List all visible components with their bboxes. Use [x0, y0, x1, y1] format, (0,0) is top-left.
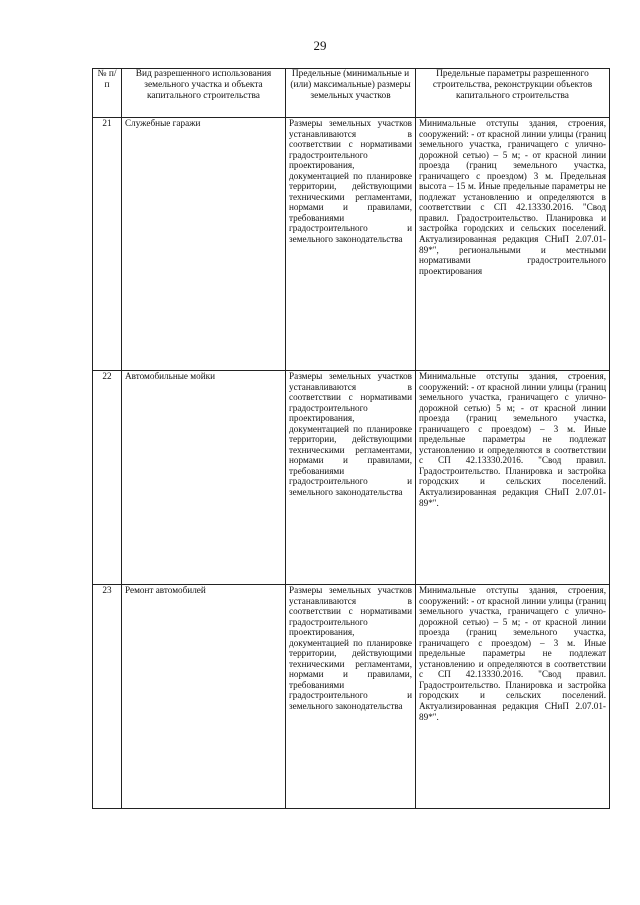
row-plot-sizes: Размеры земельных участков устанавливаются в соответствии с нормативами градостроительного проектирования, документацией по планировке территории, действующими техническими регламентами, нормами и правилами, требованиями градостроительного и земельного законодательства	[286, 585, 416, 809]
row-construction-params: Минимальные отступы здания, строения, сооружений: - от красной линии улицы (границ земельного участка, граничащего с улично-дорожной сетью) 5 м; - от красной линии проезда (границ земельного участка, граничащего с проездом) – 3 м. Иные предельные параметры не подлежат установлению и определяются в соответствии с СП 42.13330.2016. "Свод правил. Градостроительство. Планировка и застройка городских и сельских поселений. Актуализированная редакция СНиП 2.07.01-89*".	[416, 371, 610, 585]
row-construction-params: Минимальные отступы здания, строения, сооружений: - от красной линии улицы (границ земельного участка, граничащего с улично-дорожной сетью) – 5 м; - от красной линии проезда (границ земельного участка, граничащего с проездом) – 3 м. Иные предельные параметры не подлежат установлению и определяются в соответствии с СП 42.13330.2016. "Свод правил. Градостроительство. Планировка и застройка городских и сельских поселений. Актуализированная редакция СНиП 2.07.01-89*".	[416, 585, 610, 809]
zoning-regulations-table	[92, 68, 610, 809]
header-plot-sizes: Предельные (минимальные и (или) максимальные) размеры земельных участков	[286, 69, 416, 118]
table-row	[93, 118, 610, 371]
row-num: 23	[93, 585, 122, 809]
table-row	[93, 585, 610, 809]
header-num: № п/п	[93, 69, 122, 118]
row-plot-sizes: Размеры земельных участков устанавливаются в соответствии с нормативами градостроительного проектирования, документацией по планировке территории, действующими техническими регламентами, нормами и правилами, требованиями градостроительного и земельного законодательства	[286, 371, 416, 585]
row-plot-sizes: Размеры земельных участков устанавливаются в соответствии с нормативами градостроительного проектирования, документацией по планировке территории, действующими техническими регламентами, нормами и правилами, требованиями градостроительного и земельного законодательства	[286, 118, 416, 371]
row-use-type: Ремонт автомобилей	[122, 585, 286, 809]
row-num: 21	[93, 118, 122, 371]
row-use-type: Автомобильные мойки	[122, 371, 286, 585]
page-number: 29	[313, 38, 327, 53]
table-header-row	[93, 69, 610, 118]
row-construction-params: Минимальные отступы здания, строения, сооружений: - от красной линии улицы (границ земельного участка, граничащего с улично-дорожной сетью) – 5 м; - от красной линии проезда (границ земельного участка, граничащего с проездом) 3 м. Предельная высота – 15 м. Иные предельные параметры не подлежат установлению и определяются в соответствии с СП 42.13330.2016. "Свод правил. Градостроительство. Планировка и застройка городских и сельских поселений. Актуализированная редакция СНиП 2.07.01-89*", региональными и местными нормативами градостроительного проектирования	[416, 118, 610, 371]
row-num: 22	[93, 371, 122, 585]
header-construction-params: Предельные параметры разрешенного строительства, реконструкции объектов капитального строительства	[416, 69, 610, 118]
header-use-type: Вид разрешенного использования земельного участка и объекта капитального строительства	[122, 69, 286, 118]
row-use-type: Служебные гаражи	[122, 118, 286, 371]
table-row	[93, 371, 610, 585]
